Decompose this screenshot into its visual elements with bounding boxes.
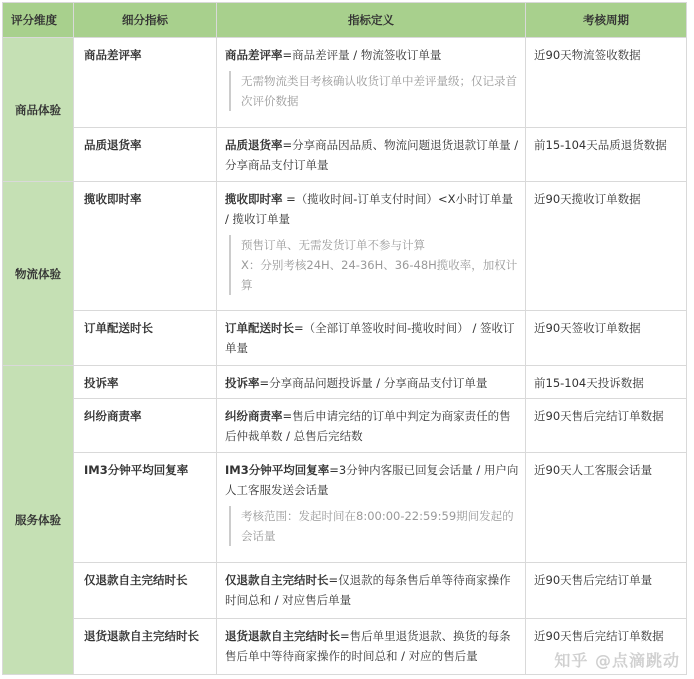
header-dimension: 评分维度 [3, 3, 74, 38]
definition-term: 投诉率 [225, 376, 260, 390]
table-row [3, 128, 687, 182]
definition-term: IM3分钟平均回复率 [225, 463, 330, 477]
indicator-cell: 仅退款自主完结时长 [74, 563, 217, 619]
period-cell: 前15-104天品质退货数据 [526, 128, 687, 182]
indicator-cell: 揽收即时率 [74, 182, 217, 311]
definition-formula: =3分钟内客服已回复会话量 / 用户向人工客服发送会话量 [225, 463, 519, 497]
category-service: 服务体验 [3, 366, 74, 675]
period-cell: 近90天揽收订单数据 [526, 182, 687, 311]
table-row [3, 182, 687, 311]
table-row [3, 366, 687, 399]
definition-cell [217, 563, 526, 619]
period-cell: 近90天人工客服会话量 [526, 453, 687, 563]
definition-term: 仅退款自主完结时长 [225, 573, 329, 587]
definition-cell [217, 182, 526, 311]
note-line: 无需物流类目考核确认收货订单中差评量级；仅记录首次评价数据 [241, 74, 517, 108]
definition-term: 纠纷商责率 [225, 409, 283, 423]
period-cell: 近90天售后完结订单量 [526, 563, 687, 619]
indicator-cell: 纠纷商责率 [74, 399, 217, 453]
table-row [3, 453, 687, 563]
indicator-cell: IM3分钟平均回复率 [74, 453, 217, 563]
indicator-cell: 订单配送时长 [74, 311, 217, 366]
definition-formula: =（揽收时间-订单支付时间）<X小时订单量 / 揽收订单量 [225, 192, 513, 226]
definition-cell [217, 38, 526, 128]
header-indicator: 细分指标 [74, 3, 217, 38]
definition-cell [217, 399, 526, 453]
definition-cell [217, 128, 526, 182]
header-definition: 指标定义 [217, 3, 526, 38]
definition-note [229, 506, 519, 546]
category-logistics: 物流体验 [3, 182, 74, 366]
indicator-cell: 投诉率 [74, 366, 217, 399]
table-row [3, 563, 687, 619]
definition-formula: =仅退款的每条售后单等待商家操作时间总和 / 对应售后单量 [225, 573, 511, 607]
definition-term: 揽收即时率 [225, 192, 283, 206]
definition-term: 订单配送时长 [225, 321, 294, 335]
definition-note [229, 71, 519, 111]
note-line: 考核范围：发起时间在8:00:00-22:59:59期间发起的会话量 [241, 509, 514, 543]
period-cell: 近90天售后完结订单数据 [526, 399, 687, 453]
definition-term: 品质退货率 [225, 138, 283, 152]
definition-cell [217, 311, 526, 366]
indicator-cell: 品质退货率 [74, 128, 217, 182]
header-period: 考核周期 [526, 3, 687, 38]
metrics-table [2, 2, 687, 675]
watermark-text: 知乎 @点滴跳动 [554, 651, 680, 670]
definition-note [229, 235, 519, 295]
period-cell: 近90天签收订单数据 [526, 311, 687, 366]
category-product: 商品体验 [3, 38, 74, 182]
definition-formula: =（全部订单签收时间-揽收时间） / 签收订单量 [225, 321, 515, 355]
table-row [3, 399, 687, 453]
definition-formula: =售后单里退货退款、换货的每条售后单中等待商家操作的时间总和 / 对应的售后量 [225, 629, 511, 663]
note-line: 预售订单、无需发货订单不参与计算 [241, 238, 425, 252]
period-cell: 近90天物流签收数据 [526, 38, 687, 128]
period-cell: 近90天售后完结订单数据 [526, 619, 687, 675]
definition-cell [217, 366, 526, 399]
definition-formula: =售后申请完结的订单中判定为商家责任的售后仲裁单数 / 总售后完结数 [225, 409, 511, 443]
period-cell: 前15-104天投诉数据 [526, 366, 687, 399]
definition-formula: =分享商品因品质、物流问题退货退款订单量 / 分享商品支付订单量 [225, 138, 519, 172]
definition-formula: =商品差评量 / 物流签收订单量 [282, 48, 442, 62]
table-header-row [3, 3, 687, 38]
indicator-cell: 退货退款自主完结时长 [74, 619, 217, 675]
table-row [3, 311, 687, 366]
definition-term: 商品差评率 [225, 48, 283, 62]
definition-cell [217, 619, 526, 675]
indicator-cell: 商品差评率 [74, 38, 217, 128]
note-line: X：分别考核24H、24-36H、36-48H揽收率，加权计算 [241, 258, 518, 292]
definition-term: 退货退款自主完结时长 [225, 629, 340, 643]
definition-cell [217, 453, 526, 563]
table-row [3, 38, 687, 128]
definition-formula: =分享商品问题投诉量 / 分享商品支付订单量 [259, 376, 488, 390]
